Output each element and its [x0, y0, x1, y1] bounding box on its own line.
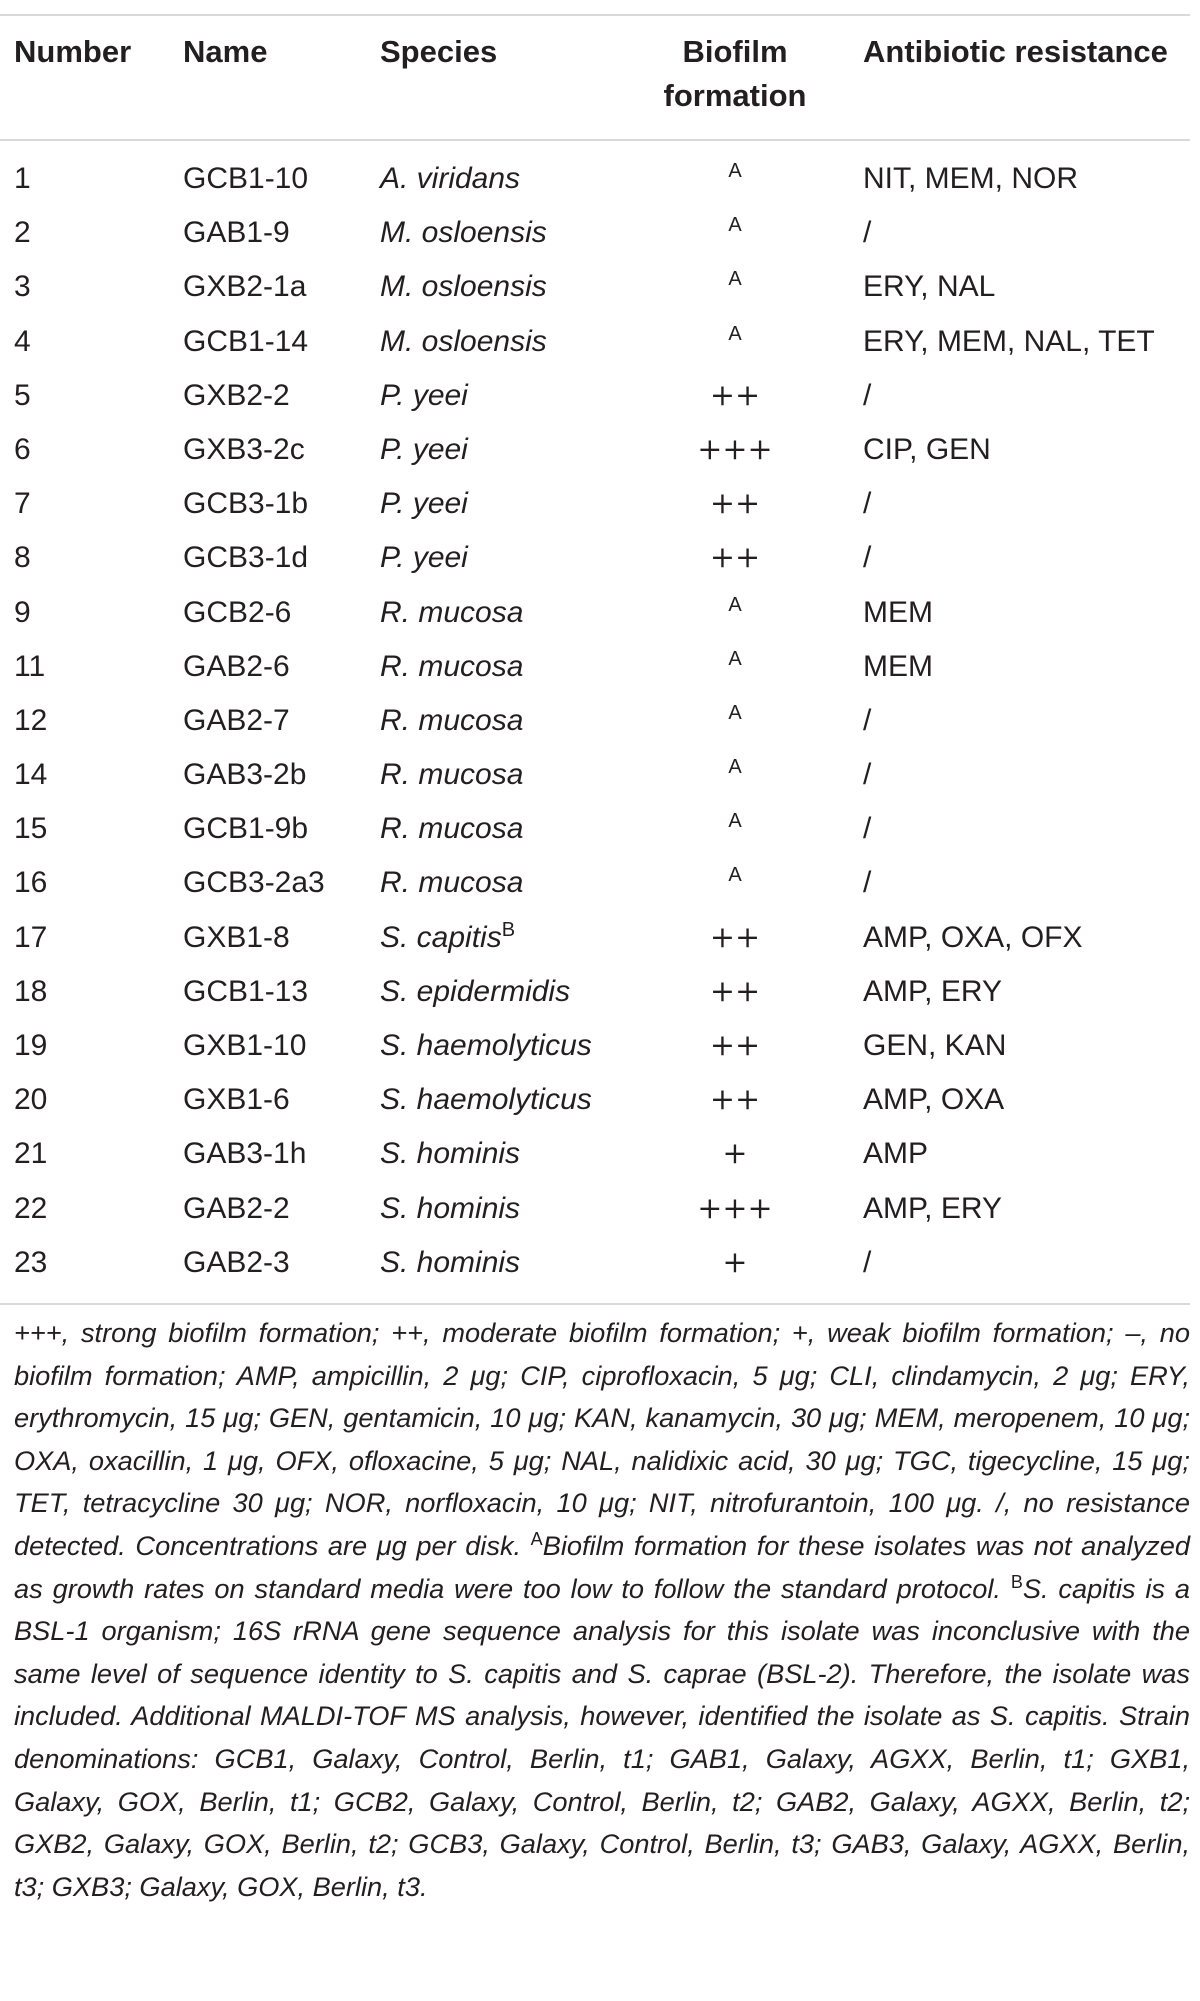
header-biofilm: [630, 30, 840, 118]
table-top-rule: [0, 14, 1190, 16]
species-name: S. epidermidis: [380, 974, 571, 1008]
table-row: [0, 423, 1200, 477]
cell-number: 14: [14, 758, 48, 792]
cell-name: GXB2-1a: [183, 270, 307, 304]
cell-antibiotic-resistance: AMP, ERY: [863, 1191, 1002, 1225]
cell-biofilm: +++: [697, 431, 773, 467]
species-footnote-marker: B: [501, 918, 516, 941]
cell-antibiotic-resistance: /: [863, 703, 872, 737]
cell-number: 3: [14, 270, 31, 304]
cell-species: [380, 640, 523, 694]
cell-name: GCB3-1d: [183, 541, 309, 575]
cell-name: GXB1-6: [183, 1083, 290, 1117]
cell-species: [380, 260, 547, 314]
cell-species: [380, 152, 520, 206]
cell-antibiotic-resistance: MEM: [863, 595, 933, 629]
table-row: [0, 1236, 1200, 1290]
table-row: [0, 694, 1200, 748]
cell-biofilm: A: [728, 864, 742, 887]
cell-number: 22: [14, 1191, 48, 1225]
cell-antibiotic-resistance: AMP: [863, 1137, 929, 1171]
cell-number: 6: [14, 432, 31, 466]
table-row: [0, 1019, 1200, 1073]
cell-antibiotic-resistance: /: [863, 541, 872, 575]
cell-biofilm: ++: [709, 973, 761, 1009]
cell-species: [380, 911, 515, 965]
cell-antibiotic-resistance: GEN, KAN: [863, 1029, 1007, 1062]
species-name: R. mucosa: [380, 649, 524, 683]
cell-number: 16: [14, 866, 48, 900]
cell-species: [380, 1182, 520, 1236]
cell-number: 2: [14, 216, 31, 250]
footnote-marker-b: B: [1010, 1571, 1023, 1592]
table-footnote: [14, 1312, 1190, 1908]
cell-name: GCB1-10: [183, 162, 309, 195]
cell-species: [380, 423, 468, 477]
species-name: S. hominis: [380, 1137, 521, 1171]
species-name: S. haemolyticus: [380, 1029, 592, 1062]
cell-name: GAB2-2: [183, 1191, 290, 1225]
species-name: S. haemolyticus: [380, 1083, 592, 1117]
cell-biofilm: ++: [709, 919, 761, 955]
footnote-marker-a: A: [530, 1528, 543, 1549]
cell-antibiotic-resistance: /: [863, 812, 872, 846]
cell-biofilm: ++: [709, 540, 761, 576]
cell-biofilm: A: [728, 810, 742, 833]
species-name: R. mucosa: [380, 812, 524, 846]
cell-number: 19: [14, 1029, 48, 1062]
cell-biofilm: A: [728, 701, 742, 724]
cell-species: [380, 477, 468, 531]
cell-name: GAB3-1h: [183, 1137, 307, 1171]
species-name: P. yeei: [380, 541, 468, 575]
cell-species: [380, 369, 468, 423]
cell-number: 1: [14, 162, 31, 195]
table-row: [0, 1182, 1200, 1236]
cell-number: 23: [14, 1245, 48, 1279]
header-antibiotic-resistance: Antibiotic resistance: [863, 34, 1168, 69]
cell-name: GCB1-9b: [183, 812, 309, 846]
cell-number: 7: [14, 487, 31, 521]
table-row: [0, 369, 1200, 423]
cell-species: [380, 1073, 592, 1127]
cell-antibiotic-resistance: /: [863, 487, 872, 521]
cell-name: GCB3-2a3: [183, 866, 325, 900]
cell-antibiotic-resistance: /: [863, 1245, 872, 1279]
cell-name: GAB2-3: [183, 1245, 290, 1279]
cell-biofilm: +++: [697, 1190, 773, 1226]
cell-antibiotic-resistance: /: [863, 378, 872, 412]
header-biofilm-line1: Biofilm: [682, 34, 788, 69]
cell-number: 21: [14, 1137, 48, 1171]
cell-antibiotic-resistance: /: [863, 758, 872, 792]
table-row: [0, 531, 1200, 585]
cell-species: [380, 586, 523, 640]
species-name: S. hominis: [380, 1245, 521, 1279]
footnote-text-1: +++, strong biofilm formation; ++, moderate biofilm formation; +, weak biofilm formation; –, no biofilm formation; AMP, ampicillin, 2 μg; CIP, ciprofloxacin, 5 μg; CLI, clindamycin, 2 μg; ERY, erythromycin, 15 μg; GEN, gentamicin, 10 μg; KAN, kanamycin, 30 μg; MEM, meropenem, 10 μg; OXA, oxacillin, 1 μg, OFX, ofloxacine, 5 μg; NAL, nalidixic acid, 30 μg; TGC, tigecycline, 15 μg; TET, tetracycline 30 μg; NOR, norfloxacin, 10 μg; NIT, nitrofurantoin, 100 μg. /, no resistance detected. Concentrations are μg per disk.: [14, 1317, 1190, 1561]
species-name: P. yeei: [380, 378, 468, 412]
cell-species: [380, 965, 570, 1019]
cell-name: GCB1-13: [183, 974, 309, 1008]
cell-number: 8: [14, 541, 31, 575]
cell-number: 11: [14, 649, 46, 683]
footnote-text-3: S. capitis is a BSL-1 organism; 16S rRNA gene sequence analysis for this isolate was inconclusive with the same level of sequence identity to S. capitis and S. caprae (BSL-2). Therefore, the isolate was included. Additional MALDI-TOF MS analysis, however, identified the isolate as S. capitis. Strain denominations: GCB1, Galaxy, Control, Berlin, t1; GAB1, Galaxy, AGXX, Berlin, t1; GXB1, Galaxy, GOX, Berlin, t1; GCB2, Galaxy, Control, Berlin, t2; GAB2, Galaxy, AGXX, Berlin, t2; GXB2, Galaxy, GOX, Berlin, t2; GCB3, Galaxy, Control, Berlin, t3; GAB3, Galaxy, AGXX, Berlin, t3; GXB3; Galaxy, GOX, Berlin, t3.: [14, 1572, 1190, 1902]
cell-biofilm: A: [728, 268, 742, 291]
table-body: [0, 152, 1200, 1290]
species-name: M. osloensis: [380, 324, 547, 358]
cell-name: GXB1-8: [183, 920, 290, 954]
table-row: [0, 206, 1200, 260]
cell-species: [380, 315, 547, 369]
table-row: [0, 1127, 1200, 1181]
cell-number: 9: [14, 595, 31, 629]
table-row: [0, 586, 1200, 640]
cell-biofilm: A: [728, 160, 742, 182]
header-name: Name: [183, 34, 268, 69]
species-name: R. mucosa: [380, 866, 524, 900]
cell-biofilm: ++: [709, 486, 761, 522]
cell-number: 20: [14, 1083, 48, 1117]
cell-name: GAB2-7: [183, 703, 290, 737]
table-row: [0, 1073, 1200, 1127]
cell-name: GCB2-6: [183, 595, 292, 629]
cell-number: 12: [14, 703, 48, 737]
species-name: M. osloensis: [380, 216, 547, 250]
cell-biofilm: A: [728, 322, 742, 345]
cell-species: [380, 802, 523, 856]
cell-antibiotic-resistance: MEM: [863, 649, 933, 683]
cell-name: GXB1-10: [183, 1029, 307, 1062]
cell-antibiotic-resistance: CIP, GEN: [863, 432, 991, 466]
table-row: [0, 748, 1200, 802]
cell-antibiotic-resistance: /: [863, 866, 872, 900]
cell-antibiotic-resistance: ERY, NAL: [863, 270, 996, 304]
cell-biofilm: ++: [709, 377, 761, 413]
species-name: P. yeei: [380, 487, 468, 521]
cell-species: [380, 856, 523, 910]
cell-antibiotic-resistance: ERY, MEM, NAL, TET: [863, 324, 1155, 358]
table-row: [0, 152, 1200, 206]
table-row: [0, 911, 1200, 965]
cell-biofilm: A: [728, 593, 742, 616]
table-row: [0, 802, 1200, 856]
footnote-text-2: Biofilm formation for these isolates was not analyzed as growth rates on standard media were too low to follow the standard protocol.: [14, 1529, 1190, 1604]
table-row: [0, 856, 1200, 910]
species-name: R. mucosa: [380, 703, 524, 737]
cell-name: GAB1-9: [183, 216, 290, 250]
cell-biofilm: ++: [709, 1028, 761, 1063]
table-row: [0, 315, 1200, 369]
cell-number: 4: [14, 324, 31, 358]
cell-name: GAB2-6: [183, 649, 290, 683]
species-name: R. mucosa: [380, 595, 524, 629]
species-name: A. viridans: [380, 162, 521, 195]
species-name: P. yeei: [380, 432, 468, 466]
header-biofilm-line2: formation: [663, 78, 807, 113]
cell-name: GAB3-2b: [183, 758, 307, 792]
cell-name: GXB3-2c: [183, 432, 305, 466]
cell-antibiotic-resistance: AMP, OXA: [863, 1083, 1005, 1117]
cell-number: 5: [14, 378, 31, 412]
cell-species: [380, 694, 523, 748]
cell-biofilm: A: [728, 756, 742, 779]
table-row: [0, 260, 1200, 314]
cell-species: [380, 748, 523, 802]
table-row: [0, 477, 1200, 531]
header-species: Species: [380, 34, 498, 69]
table-bottom-rule: [0, 1303, 1190, 1305]
cell-number: 18: [14, 974, 48, 1008]
header-number: Number: [14, 34, 132, 69]
cell-antibiotic-resistance: AMP, OXA, OFX: [863, 920, 1083, 954]
species-name: M. osloensis: [380, 270, 547, 304]
cell-antibiotic-resistance: AMP, ERY: [863, 974, 1002, 1008]
cell-name: GCB1-14: [183, 324, 309, 358]
cell-biofilm: A: [728, 647, 742, 670]
table-header-rule: [0, 139, 1190, 141]
cell-name: GXB2-2: [183, 378, 290, 412]
species-name: S. hominis: [380, 1191, 521, 1225]
cell-biofilm: +: [722, 1136, 748, 1172]
cell-species: [380, 1236, 520, 1290]
cell-antibiotic-resistance: NIT, MEM, NOR: [863, 162, 1078, 195]
species-name: R. mucosa: [380, 758, 524, 792]
cell-biofilm: A: [728, 214, 742, 237]
cell-species: [380, 1127, 520, 1181]
table-row: [0, 965, 1200, 1019]
cell-number: 15: [14, 812, 48, 846]
cell-biofilm: ++: [709, 1082, 761, 1118]
cell-name: GCB3-1b: [183, 487, 309, 521]
table-row: [0, 640, 1200, 694]
species-name: S. capitis: [380, 920, 502, 954]
cell-antibiotic-resistance: /: [863, 216, 872, 250]
cell-number: 17: [14, 920, 48, 954]
cell-species: [380, 206, 547, 260]
cell-biofilm: +: [722, 1244, 748, 1280]
cell-species: [380, 531, 468, 585]
cell-species: [380, 1019, 592, 1073]
